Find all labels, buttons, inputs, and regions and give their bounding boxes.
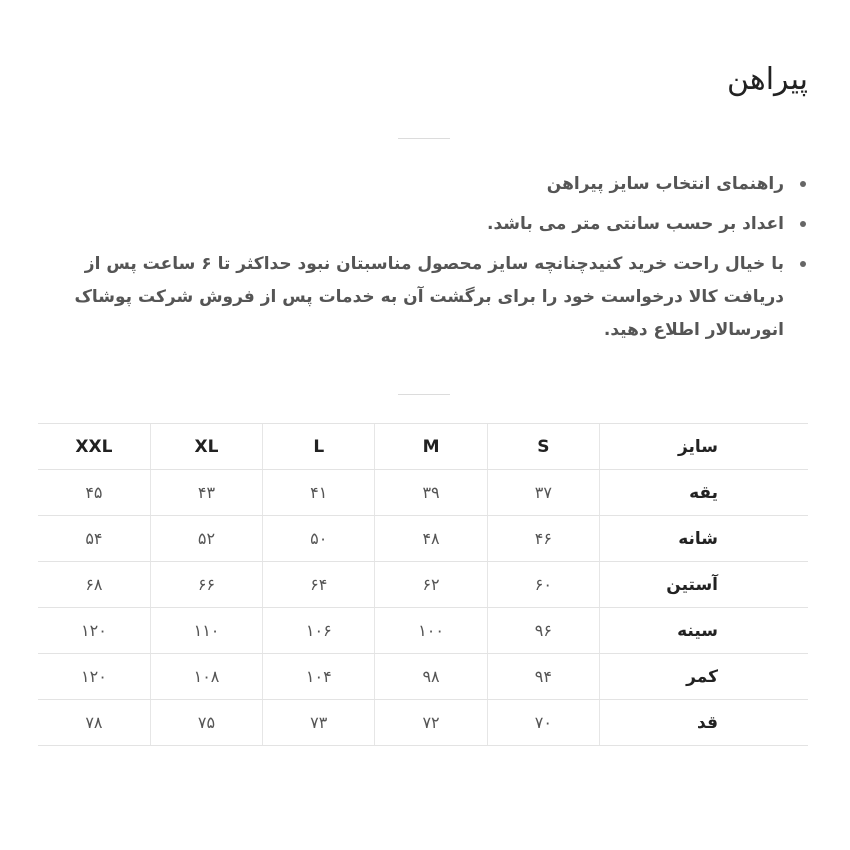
bullet-icon <box>800 261 806 267</box>
table-cell: ۷۵ <box>150 700 262 746</box>
table-cell: ۷۰ <box>487 700 599 746</box>
table-cell: ۶۸ <box>38 562 150 608</box>
row-label: آستین <box>599 562 808 608</box>
table-row <box>38 470 808 516</box>
table-cell: ۴۶ <box>487 516 599 562</box>
bullet-icon <box>800 221 806 227</box>
table-row <box>38 700 808 746</box>
table-cell: ۹۸ <box>375 654 487 700</box>
table-cell: ۱۰۴ <box>263 654 375 700</box>
guide-text: راهنمای انتخاب سایز پیراهن <box>546 174 784 194</box>
divider <box>398 138 450 139</box>
column-header: S <box>487 424 599 470</box>
table-cell: ۱۰۶ <box>263 608 375 654</box>
table-cell: ۵۴ <box>38 516 150 562</box>
table-cell: ۹۶ <box>487 608 599 654</box>
table-row <box>38 516 808 562</box>
divider <box>398 394 450 395</box>
table-cell: ۴۳ <box>150 470 262 516</box>
column-header: M <box>375 424 487 470</box>
page-title: پیراهن <box>727 62 808 97</box>
table-cell: ۳۷ <box>487 470 599 516</box>
table-cell: ۴۸ <box>375 516 487 562</box>
column-header: L <box>263 424 375 470</box>
table-cell: ۱۲۰ <box>38 608 150 654</box>
column-header: XXL <box>38 424 150 470</box>
table-cell: ۱۱۰ <box>150 608 262 654</box>
table-cell: ۵۲ <box>150 516 262 562</box>
table-cell: ۱۰۰ <box>375 608 487 654</box>
table-cell: ۹۴ <box>487 654 599 700</box>
table-cell: ۱۲۰ <box>38 654 150 700</box>
table-cell: ۳۹ <box>375 470 487 516</box>
table-cell: ۷۲ <box>375 700 487 746</box>
table-cell: ۱۰۸ <box>150 654 262 700</box>
row-label: یقه <box>599 470 808 516</box>
table-cell: ۴۱ <box>263 470 375 516</box>
guide-text: اعداد بر حسب سانتی متر می باشد. <box>487 214 784 234</box>
table-cell: ۶۶ <box>150 562 262 608</box>
size-guide-list <box>68 168 808 354</box>
table-cell: ۶۲ <box>375 562 487 608</box>
row-label: قد <box>599 700 808 746</box>
guide-text: با خیال راحت خرید کنیدچنانچه سایز محصول مناسبتان نبود حداکثر تا ۶ ساعت پس از دریافت کالا درخواست خود را برای برگشت آن به خدمات پس از فروش شرکت پوشاک انورسالار اطلاع دهید. <box>74 254 784 340</box>
table-cell: ۵۰ <box>263 516 375 562</box>
size-table <box>38 423 808 746</box>
table-row <box>38 608 808 654</box>
row-label: سینه <box>599 608 808 654</box>
table-cell: ۴۵ <box>38 470 150 516</box>
table-row <box>38 654 808 700</box>
row-label: شانه <box>599 516 808 562</box>
bullet-icon <box>800 181 806 187</box>
list-item <box>68 248 808 347</box>
table-cell: ۶۰ <box>487 562 599 608</box>
table-cell: ۷۸ <box>38 700 150 746</box>
table-cell: ۷۳ <box>263 700 375 746</box>
column-header: سایز <box>599 424 808 470</box>
table-header-row <box>38 424 808 470</box>
list-item <box>68 168 808 201</box>
row-label: کمر <box>599 654 808 700</box>
table-cell: ۶۴ <box>263 562 375 608</box>
column-header: XL <box>150 424 262 470</box>
table-row <box>38 562 808 608</box>
list-item <box>68 208 808 241</box>
